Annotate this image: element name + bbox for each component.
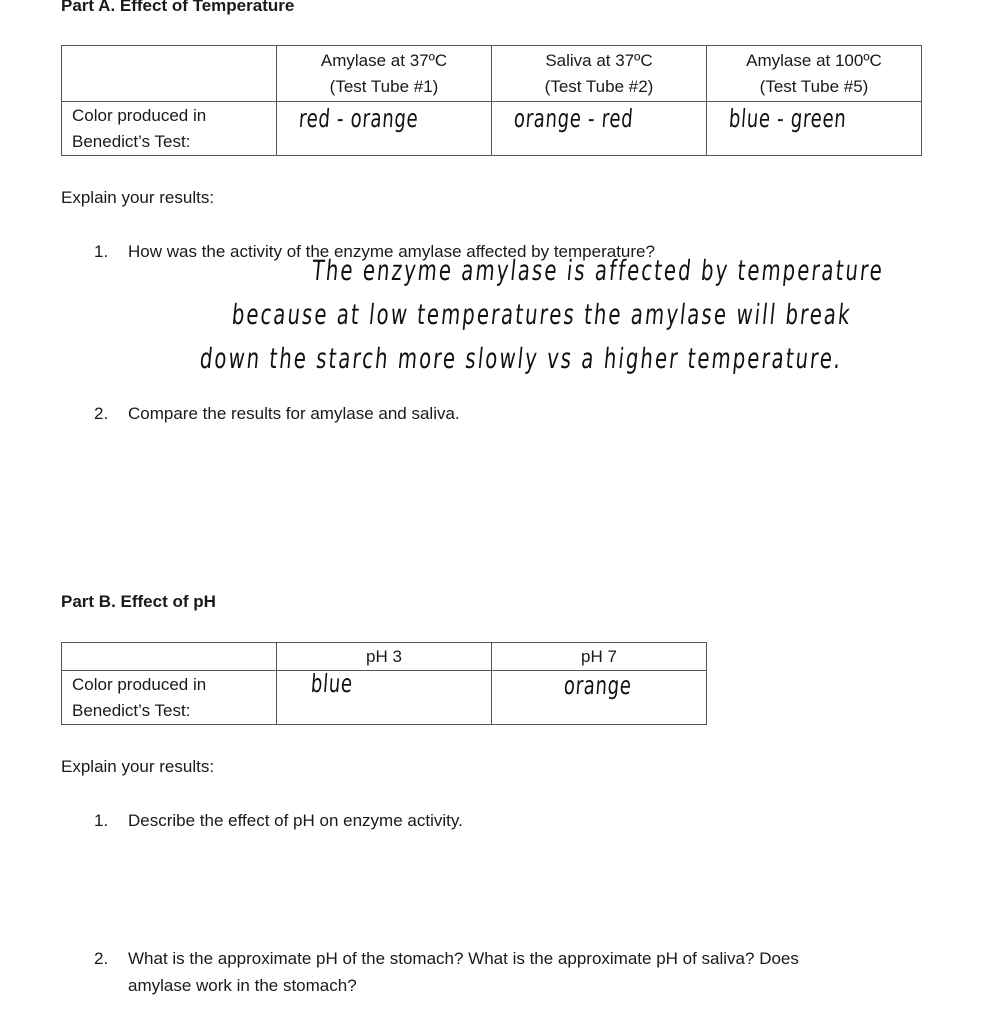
header-amylase-100 [707, 46, 922, 102]
question-number: 2. [94, 404, 109, 423]
part-b-question-1 [94, 811, 463, 831]
part-a-question-2 [94, 404, 460, 424]
question-number: 1. [94, 811, 109, 830]
header-amylase-37 [277, 46, 492, 102]
row-label-line1: Color produced in [72, 105, 207, 125]
ph-table-corner-cell [62, 643, 277, 671]
question-text: Compare the results for amylase and saliva. [128, 404, 460, 423]
question-text: Describe the effect of pH on enzyme activity. [128, 811, 463, 830]
row-label-color-produced [62, 671, 277, 725]
handwritten-answer-line-1: The enzyme amylase is affected by temperature [310, 254, 886, 287]
part-b-heading: Part B. Effect of pH [61, 592, 216, 611]
table-corner-cell [62, 46, 277, 102]
header-saliva-37-line2: (Test Tube #2) [544, 76, 654, 96]
row-label-line2: Benedict’s Test: [72, 131, 191, 151]
ph-table-answer-row [62, 671, 707, 725]
row-label-line2: Benedict’s Test: [72, 700, 191, 720]
temperature-table [61, 45, 922, 156]
question-number: 1. [94, 242, 109, 261]
answer-cell-saliva-37[interactable] [492, 102, 707, 156]
question-text-line2: amylase work in the stomach? [128, 976, 357, 995]
row-label-color-produced [62, 102, 277, 156]
question-text: How was the activity of the enzyme amylase affected by temperature? [128, 242, 655, 261]
header-ph-3: pH 3 [277, 643, 492, 671]
ph-table [61, 642, 707, 725]
handwritten-answer-ph-7: orange [562, 671, 633, 700]
handwritten-answer-saliva-37: orange - red [512, 104, 635, 133]
question-text-line1: What is the approximate pH of the stomach? What is the approximate pH of saliva? Does [128, 949, 799, 968]
header-saliva-37-line1: Saliva at 37ºC [545, 50, 653, 70]
question-number: 2. [94, 949, 109, 968]
header-amylase-37-line2: (Test Tube #1) [329, 76, 439, 96]
header-amylase-100-line1: Amylase at 100ºC [746, 50, 882, 70]
temperature-table-header-row [62, 46, 922, 102]
answer-cell-amylase-37[interactable] [277, 102, 492, 156]
handwritten-answer-line-3: down the starch more slowly vs a higher temperature. [198, 342, 845, 375]
handwritten-answer-amylase-100: blue - green [727, 104, 848, 133]
answer-cell-ph-3[interactable] [277, 671, 492, 725]
header-saliva-37 [492, 46, 707, 102]
answer-cell-ph-7[interactable] [492, 671, 707, 725]
header-amylase-37-line1: Amylase at 37ºC [320, 50, 448, 70]
header-ph-7: pH 7 [492, 643, 707, 671]
row-label-line1: Color produced in [72, 674, 207, 694]
part-b-explain-label: Explain your results: [61, 757, 215, 776]
header-amylase-100-line2: (Test Tube #5) [759, 76, 869, 96]
handwritten-answer-amylase-37: red - orange [297, 104, 420, 133]
answer-cell-amylase-100[interactable] [707, 102, 922, 156]
part-a-heading: Part A. Effect of Temperature [61, 0, 295, 15]
part-b-question-2 [94, 945, 799, 999]
handwritten-answer-ph-3: blue [309, 669, 354, 698]
ph-table-header-row [62, 643, 707, 671]
handwritten-answer-line-2: because at low temperatures the amylase will break [230, 298, 854, 331]
temperature-table-answer-row [62, 102, 922, 156]
part-a-explain-label: Explain your results: [61, 188, 215, 207]
